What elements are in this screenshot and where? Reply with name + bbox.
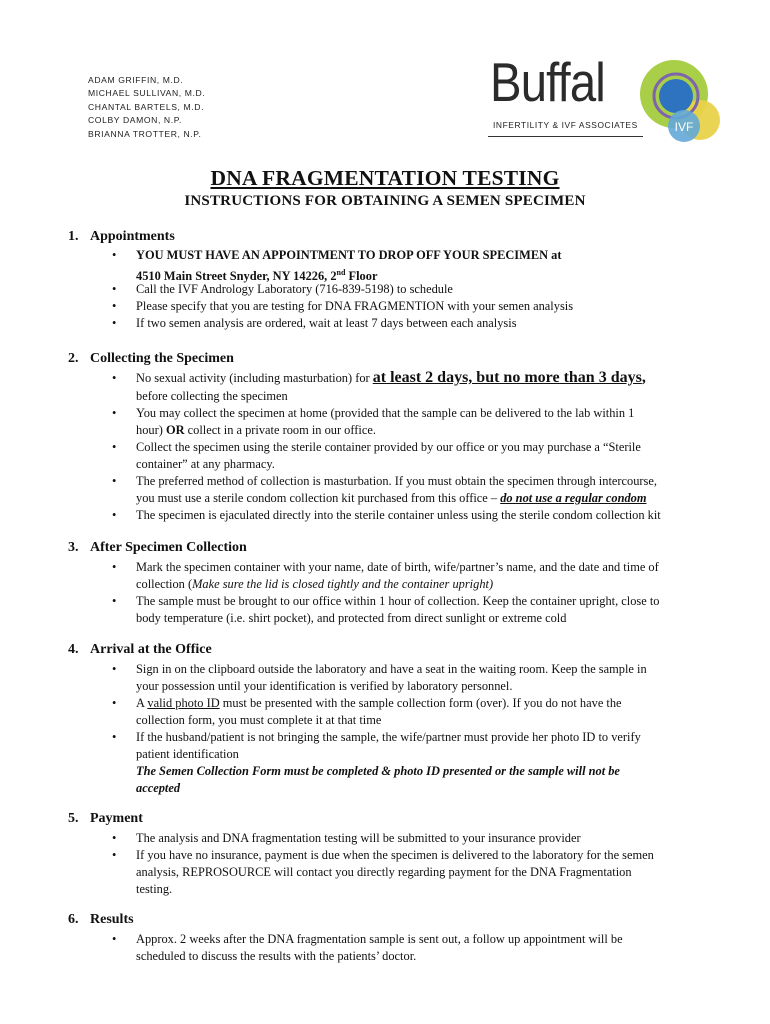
list-item: The specimen is ejaculated directly into the sterile container unless using the sterile condom collection kit	[136, 508, 661, 522]
logo-circles-icon	[636, 58, 720, 144]
list-item-continued: collection (Make sure the lid is closed tightly and the container upright)	[136, 577, 494, 591]
logo-divider	[488, 136, 643, 137]
logo-wordmark: Buffal	[490, 51, 605, 113]
bullet-icon: •	[112, 248, 117, 262]
list-item-continued: before collecting the specimen	[136, 389, 288, 403]
list-item-continued: you must use a sterile condom collection kit purchased from this office – do not use a regular condom	[136, 491, 647, 505]
list-item: If the husband/patient is not bringing the sample, the wife/partner must provide her photo ID to verify	[136, 730, 641, 744]
bullet-icon: •	[112, 406, 117, 420]
section-heading-appointments: 1. Appointments	[68, 229, 175, 244]
document-title: DNA FRAGMENTATION TESTING	[210, 166, 560, 190]
logo-badge-text: IVF	[674, 120, 694, 134]
list-item: You may collect the specimen at home (provided that the sample can be delivered to the lab within 1	[136, 406, 635, 420]
bullet-icon: •	[112, 594, 117, 608]
list-item-continued: collection form, you must complete it at that time	[136, 713, 382, 727]
list-item: A valid photo ID must be presented with the sample collection form (over). If you do not have the	[136, 696, 622, 710]
staff-list	[88, 74, 205, 141]
list-item-continued: hour) OR collect in a private room in our office.	[136, 423, 376, 437]
list-item: Approx. 2 weeks after the DNA fragmentation sample is sent out, a follow up appointment will be	[136, 932, 623, 946]
bullet-icon: •	[112, 560, 117, 574]
section-heading-arrival: 4. Arrival at the Office	[68, 642, 212, 657]
section-heading-payment: 5. Payment	[68, 811, 143, 826]
bullet-icon: •	[112, 831, 117, 845]
list-item-continued: testing.	[136, 882, 173, 896]
bullet-icon: •	[112, 696, 117, 710]
list-item: YOU MUST HAVE AN APPOINTMENT TO DROP OFF YOUR SPECIMEN at	[136, 248, 562, 262]
bullet-icon: •	[112, 299, 117, 313]
list-item-continued: scheduled to discuss the results with the patients’ doctor.	[136, 949, 417, 963]
list-item-continued: body temperature (i.e. shirt pocket), and protected from direct sunlight or extreme cold	[136, 611, 567, 625]
bullet-icon: •	[112, 508, 117, 522]
list-item: Call the IVF Andrology Laboratory (716-839-5198) to schedule	[136, 282, 453, 296]
list-item-continued: your possession until your identification is verified by laboratory personnel.	[136, 679, 513, 693]
list-item-warning: The Semen Collection Form must be completed & photo ID presented or the sample will not be	[136, 764, 620, 778]
list-item: If two semen analysis are ordered, wait at least 7 days between each analysis	[136, 316, 517, 330]
bullet-icon: •	[112, 371, 117, 385]
staff-name: ADAM GRIFFIN, M.D.	[88, 75, 184, 85]
bullet-icon: •	[112, 282, 117, 296]
bullet-icon: •	[112, 474, 117, 488]
staff-name: BRIANNA TROTTER, N.P.	[88, 128, 202, 139]
bullet-icon: •	[112, 932, 117, 946]
logo-circle-blue	[659, 79, 693, 113]
document-subtitle: INSTRUCTIONS FOR OBTAINING A SEMEN SPECIMEN	[184, 193, 586, 209]
list-item: No sexual activity (including masturbation) for at least 2 days, but no more than 3 days,	[136, 369, 646, 386]
list-item: The sample must be brought to our office within 1 hour of collection. Keep the container upright, close to	[136, 594, 660, 608]
list-item: Sign in on the clipboard outside the laboratory and have a seat in the waiting room. Keep the sample in	[136, 662, 647, 676]
list-item: Mark the specimen container with your name, date of birth, wife/partner’s name, and the date and time of	[136, 560, 659, 574]
clinic-logo	[488, 51, 720, 144]
list-item-continued: 4510 Main Street Snyder, NY 14226, 2nd Floor	[136, 268, 378, 284]
section-heading-after-collection: 3. After Specimen Collection	[68, 540, 247, 555]
bullet-icon: •	[112, 440, 117, 454]
staff-name: CHANTAL BARTELS, M.D.	[88, 101, 205, 112]
list-item-warning: accepted	[136, 781, 181, 795]
staff-name: MICHAEL SULLIVAN, M.D.	[88, 88, 206, 99]
logo-tagline: INFERTILITY & IVF ASSOCIATES	[493, 120, 638, 130]
list-item: If you have no insurance, payment is due when the specimen is delivered to the laboratory for the semen	[136, 848, 654, 862]
section-heading-results: 6. Results	[68, 912, 134, 927]
list-item: The analysis and DNA fragmentation testing will be submitted to your insurance provider	[136, 831, 581, 845]
list-item-continued: container” at any pharmacy.	[136, 457, 275, 471]
list-item-continued: analysis, REPROSOURCE will contact you directly regarding payment for the DNA Fragmentation	[136, 865, 632, 879]
list-item: Collect the specimen using the sterile container provided by our office or you may purchase a “Sterile	[136, 440, 641, 454]
bullet-icon: •	[112, 662, 117, 676]
staff-name: COLBY DAMON, N.P.	[88, 115, 182, 126]
list-item-continued: patient identification	[136, 747, 239, 761]
list-item: Please specify that you are testing for DNA FRAGMENTION with your semen analysis	[136, 299, 574, 313]
section-heading-collecting: 2. Collecting the Specimen	[68, 351, 234, 366]
bullet-icon: •	[112, 730, 117, 744]
bullet-icon: •	[112, 316, 117, 330]
bullet-icon: •	[112, 848, 117, 862]
list-item: The preferred method of collection is masturbation. If you must obtain the specimen through intercourse,	[136, 474, 657, 488]
